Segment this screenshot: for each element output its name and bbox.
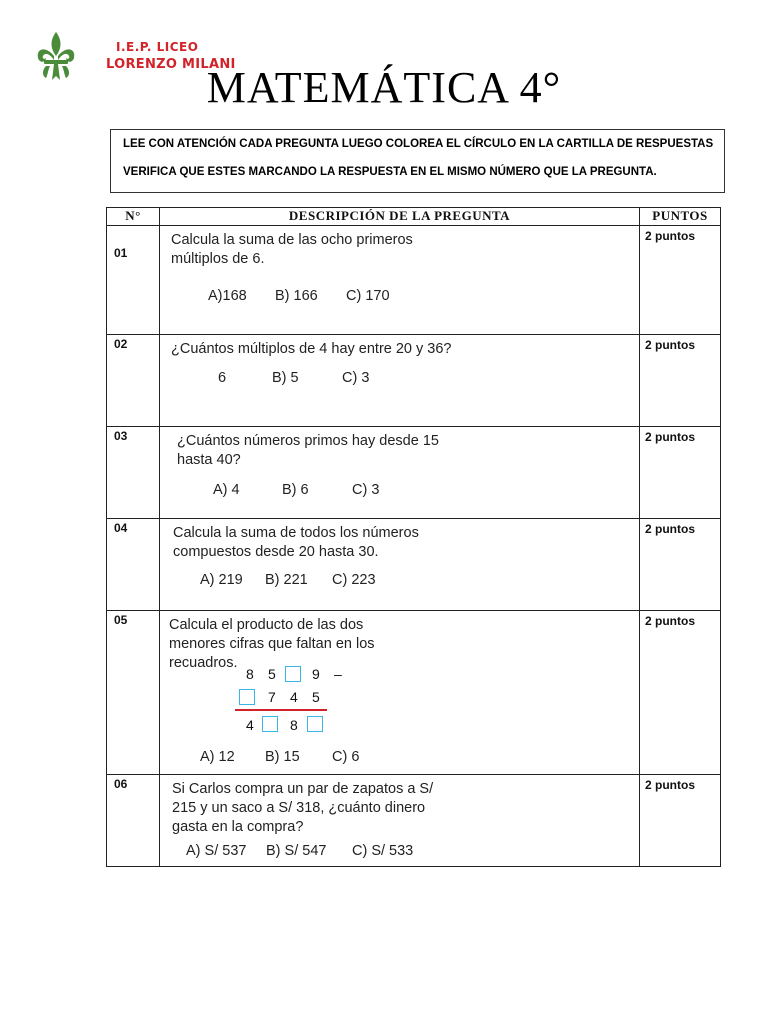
digit: 4	[246, 717, 254, 733]
option-b: B) 166	[275, 288, 318, 304]
option-a: A) 219	[200, 572, 243, 588]
question-number: 01	[107, 226, 160, 335]
subtraction-figure	[230, 666, 340, 746]
option-b: B) S/ 547	[266, 843, 327, 859]
digit: 8	[246, 666, 254, 682]
table-row	[107, 775, 721, 867]
option-a: 6	[218, 370, 227, 386]
question-cell	[160, 335, 640, 427]
table-row	[107, 427, 721, 519]
points: 2 puntos	[640, 226, 721, 335]
option-c: C) 3	[342, 370, 370, 386]
header-points: PUNTOS	[640, 208, 721, 226]
table-row	[107, 335, 721, 427]
option-c: C) 223	[332, 572, 376, 588]
question-text: ¿Cuántos números primos hay desde 15 hasta 40?	[177, 433, 439, 468]
option-b: B) 6	[282, 482, 309, 498]
blank-box	[285, 666, 301, 682]
digit: 5	[268, 666, 276, 682]
digit: 7	[268, 689, 276, 705]
question-text: Si Carlos compra un par de zapatos a S/ 215 y un saco a S/ 318, ¿cuánto dinero gasta en la compra?	[172, 781, 434, 835]
question-number: 05	[107, 611, 160, 775]
option-a: A) S/ 537	[186, 843, 247, 859]
question-cell	[160, 611, 640, 775]
header-number: N°	[107, 208, 160, 226]
question-number: 04	[107, 519, 160, 611]
instructions-box	[110, 129, 725, 193]
blank-box	[239, 689, 255, 705]
points: 2 puntos	[640, 611, 721, 775]
instructions-line1: LEE CON ATENCIÓN CADA PREGUNTA LUEGO COLOREA EL CÍRCULO EN LA CARTILLA DE RESPUESTAS	[123, 138, 714, 150]
option-a: A) 12	[200, 749, 235, 765]
minus-sign: –	[334, 666, 342, 682]
option-c: C) 170	[346, 288, 390, 304]
option-a: A) 4	[213, 482, 240, 498]
table-row	[107, 519, 721, 611]
question-cell	[160, 226, 640, 335]
option-c: C) 6	[332, 749, 360, 765]
option-c: C) 3	[352, 482, 380, 498]
points: 2 puntos	[640, 427, 721, 519]
question-number: 02	[107, 335, 160, 427]
question-text: Calcula la suma de las ocho primeros múltiplos de 6.	[171, 232, 413, 267]
question-cell	[160, 427, 640, 519]
option-c: C) S/ 533	[352, 843, 414, 859]
question-number: 03	[107, 427, 160, 519]
points: 2 puntos	[640, 335, 721, 427]
question-cell	[160, 775, 640, 867]
digit: 5	[312, 689, 320, 705]
digit: 9	[312, 666, 320, 682]
digit: 4	[290, 689, 298, 705]
option-a: A)168	[208, 288, 247, 304]
header-description: DESCRIPCIÓN DE LA PREGUNTA	[160, 208, 640, 226]
question-text: Calcula la suma de todos los números compuestos desde 20 hasta 30.	[173, 525, 419, 560]
table-header-row	[107, 208, 721, 226]
digit: 8	[290, 717, 298, 733]
points: 2 puntos	[640, 519, 721, 611]
page-title: MATEMÁTICA 4°	[206, 63, 562, 112]
logo-line1: I.E.P. LICEO	[116, 40, 199, 54]
question-text: Calcula el producto de las dos menores cifras que faltan en los recuadros.	[169, 617, 375, 671]
question-text: ¿Cuántos múltiplos de 4 hay entre 20 y 36?	[171, 341, 452, 357]
result-line	[235, 709, 327, 711]
points: 2 puntos	[640, 775, 721, 867]
question-cell	[160, 519, 640, 611]
table-row	[107, 226, 721, 335]
option-b: B) 5	[272, 370, 299, 386]
question-number: 06	[107, 775, 160, 867]
blank-box	[262, 716, 278, 732]
option-b: B) 15	[265, 749, 300, 765]
blank-box	[307, 716, 323, 732]
logo-line2: LORENZO MILANI	[106, 57, 236, 72]
table-row	[107, 611, 721, 775]
questions-table	[106, 207, 721, 867]
instructions-line2: VERIFICA QUE ESTES MARCANDO LA RESPUESTA EN EL MISMO NÚMERO QUE LA PREGUNTA.	[123, 166, 657, 178]
option-b: B) 221	[265, 572, 308, 588]
